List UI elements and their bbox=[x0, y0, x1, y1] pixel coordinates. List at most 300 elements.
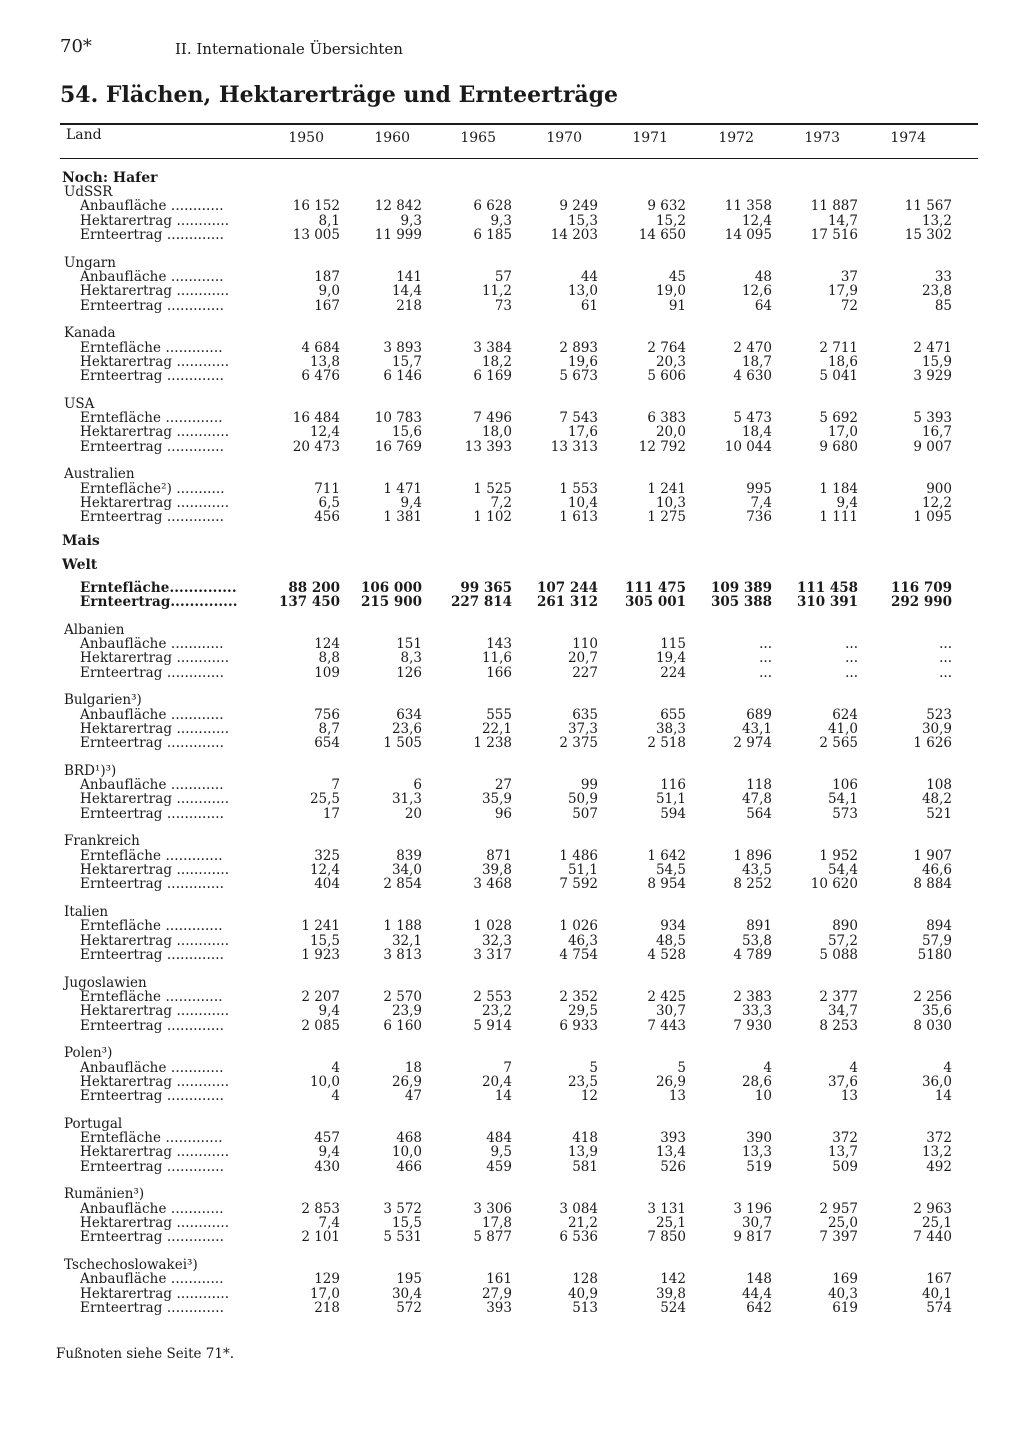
table-cell: 26,9 bbox=[655, 1073, 686, 1090]
row-label: Erntefläche ............. bbox=[80, 847, 223, 864]
table-cell: 109 bbox=[314, 664, 340, 681]
table-cell: 124 bbox=[314, 635, 340, 652]
table-cell: 30,7 bbox=[741, 1215, 772, 1231]
table-cell: 2 470 bbox=[733, 339, 772, 356]
table-cell: 25,1 bbox=[655, 1215, 686, 1231]
table-cell: 2 256 bbox=[913, 988, 952, 1005]
table-cell: 594 bbox=[660, 805, 686, 822]
row-label: Hektarertrag ............ bbox=[80, 424, 230, 441]
table-cell: 13,7 bbox=[827, 1144, 858, 1161]
table-cell: 37 bbox=[840, 268, 858, 285]
table-cell: 36,0 bbox=[921, 1073, 952, 1090]
table-cell: 32,1 bbox=[391, 932, 422, 949]
column-header-year: 1960 bbox=[374, 130, 410, 146]
table-cell: 6,5 bbox=[318, 495, 340, 511]
table-cell: 1 486 bbox=[559, 847, 598, 864]
table-cell: 4 528 bbox=[647, 946, 686, 963]
table-cell: 28,6 bbox=[741, 1073, 772, 1090]
row-label: Hektarertrag ............ bbox=[80, 791, 230, 808]
table-cell: 7 440 bbox=[913, 1229, 952, 1246]
table-cell: 3 131 bbox=[647, 1200, 686, 1217]
table-cell: 2 553 bbox=[473, 988, 512, 1005]
table-cell: 137 450 bbox=[278, 593, 340, 610]
table-cell: 12,6 bbox=[741, 283, 772, 300]
country-heading: Italien bbox=[64, 904, 109, 920]
country-heading: Bulgarien³) bbox=[64, 692, 142, 709]
table-cell: 23,9 bbox=[391, 1003, 422, 1020]
table-cell: 23,8 bbox=[921, 283, 952, 300]
table-cell: 5 393 bbox=[913, 410, 952, 427]
table-cell: 20 bbox=[404, 805, 422, 822]
table-cell: 9 632 bbox=[647, 198, 686, 215]
table-cell: 4 789 bbox=[733, 946, 772, 963]
table-cell: 1 111 bbox=[819, 509, 858, 526]
table-cell: 4 bbox=[331, 1088, 340, 1105]
table-cell: 4 bbox=[849, 1059, 858, 1076]
table-cell: 15,2 bbox=[655, 212, 686, 229]
running-title: II. Internationale Übersichten bbox=[175, 40, 403, 58]
table-cell: 16 152 bbox=[292, 198, 340, 215]
table-cell: 1 102 bbox=[473, 509, 512, 526]
table-cell: 215 900 bbox=[360, 593, 422, 610]
row-label: Anbaufläche ............ bbox=[80, 1200, 224, 1217]
table-cell: 27 bbox=[494, 777, 512, 794]
table-cell: 3 196 bbox=[733, 1200, 772, 1217]
table-cell: 1 188 bbox=[383, 918, 422, 935]
table-cell: 1 471 bbox=[383, 480, 422, 497]
table-cell: 17 516 bbox=[810, 226, 858, 243]
table-cell: 6 bbox=[413, 777, 422, 794]
table-cell: 9,5 bbox=[490, 1144, 512, 1161]
table-cell: 4 bbox=[331, 1059, 340, 1076]
table-cell: 6 536 bbox=[559, 1229, 598, 1246]
table-cell: 507 bbox=[572, 805, 598, 822]
table-cell: 5 bbox=[677, 1059, 686, 1076]
table-cell: 54,4 bbox=[827, 862, 858, 878]
table-cell: 41,0 bbox=[827, 720, 858, 737]
table-cell: 6 160 bbox=[383, 1017, 422, 1034]
table-cell: 5 877 bbox=[473, 1229, 512, 1246]
table-cell: 521 bbox=[926, 805, 952, 822]
table-cell: 34,7 bbox=[827, 1003, 858, 1020]
country-heading: Kanada bbox=[64, 325, 116, 342]
table-cell: 20 473 bbox=[292, 438, 340, 455]
table-cell: 573 bbox=[832, 805, 858, 822]
table-cell: 404 bbox=[314, 876, 340, 893]
row-label: Hektarertrag ............ bbox=[80, 495, 230, 511]
table-cell: 654 bbox=[314, 735, 340, 752]
table-cell: 574 bbox=[926, 1299, 952, 1316]
table-cell: 17,0 bbox=[827, 424, 858, 441]
table-cell: 3 893 bbox=[383, 339, 422, 356]
table-cell: 107 244 bbox=[536, 579, 598, 596]
table-cell: 572 bbox=[396, 1299, 422, 1316]
table-cell: 513 bbox=[572, 1299, 598, 1316]
country-heading: BRD¹)³) bbox=[64, 762, 117, 779]
table-cell: 509 bbox=[832, 1158, 858, 1175]
table-cell: 5 692 bbox=[819, 410, 858, 427]
row-label: Ernteertrag ............. bbox=[80, 1088, 225, 1105]
table-cell: 48,5 bbox=[655, 932, 686, 949]
table-cell: 15,5 bbox=[309, 932, 340, 949]
table-cell: 20,3 bbox=[655, 353, 686, 370]
table-cell: 32,3 bbox=[481, 932, 512, 949]
country-heading: Portugal bbox=[64, 1115, 123, 1132]
table-cell: 9 249 bbox=[559, 198, 598, 215]
table-cell: 634 bbox=[396, 706, 422, 723]
table-cell: 11,2 bbox=[481, 283, 512, 300]
row-label: Ernteertrag ............. bbox=[80, 1158, 225, 1175]
table-cell: 142 bbox=[660, 1271, 686, 1288]
table-cell: 17 bbox=[322, 805, 340, 822]
table-cell: 2 101 bbox=[301, 1229, 340, 1246]
table-cell: 1 626 bbox=[913, 735, 952, 752]
table-cell: 1 896 bbox=[733, 847, 772, 864]
table-cell: 1 923 bbox=[301, 946, 340, 963]
table-cell: 619 bbox=[832, 1299, 858, 1316]
table-cell: 40,9 bbox=[567, 1285, 598, 1302]
table-cell: 468 bbox=[396, 1130, 422, 1147]
table-cell: 9,3 bbox=[490, 212, 512, 229]
table-cell: 1 642 bbox=[647, 847, 686, 864]
table-cell: 4 630 bbox=[733, 368, 772, 385]
footnote: Fußnoten siehe Seite 71*. bbox=[56, 1346, 234, 1362]
row-label: Hektarertrag ............ bbox=[80, 1215, 230, 1231]
column-header-year: 1972 bbox=[718, 130, 754, 146]
table-cell: 30,9 bbox=[921, 720, 952, 737]
country-heading: USA bbox=[64, 395, 95, 412]
table-cell: ... bbox=[939, 635, 952, 652]
table-cell: 372 bbox=[832, 1130, 858, 1147]
table-cell: 9 007 bbox=[913, 438, 952, 455]
table-cell: 12 792 bbox=[638, 438, 686, 455]
table-cell: 39,8 bbox=[655, 1285, 686, 1302]
table-cell: 6 628 bbox=[473, 198, 512, 215]
table-cell: 8,7 bbox=[318, 720, 340, 737]
table-cell: 14 bbox=[934, 1088, 952, 1105]
table-cell: 7 592 bbox=[559, 876, 598, 893]
table-cell: ... bbox=[845, 664, 858, 681]
table-cell: 31,3 bbox=[391, 791, 422, 808]
table-cell: 18,0 bbox=[481, 424, 512, 441]
table-cell: 523 bbox=[926, 706, 952, 723]
table-cell: 26,9 bbox=[391, 1073, 422, 1090]
table-cell: 40,3 bbox=[827, 1285, 858, 1302]
table-cell: 48,2 bbox=[921, 791, 952, 808]
country-heading: Rumänien³) bbox=[64, 1186, 145, 1203]
table-cell: 91 bbox=[668, 297, 686, 314]
table-cell: 8 253 bbox=[819, 1017, 858, 1034]
table-cell: 61 bbox=[580, 297, 598, 314]
table-cell: 11 887 bbox=[810, 198, 858, 215]
table-cell: 9,4 bbox=[836, 495, 858, 511]
section-heading: Noch: Hafer bbox=[62, 170, 158, 186]
table-cell: 5 473 bbox=[733, 410, 772, 427]
table-cell: 14,7 bbox=[827, 212, 858, 229]
table-cell: 15,3 bbox=[567, 212, 598, 229]
row-label: Ernteertrag ............. bbox=[80, 1017, 225, 1034]
section-heading: Mais bbox=[62, 532, 100, 549]
table-cell: 492 bbox=[926, 1158, 952, 1175]
table-cell: 3 468 bbox=[473, 876, 512, 893]
table-cell: 46,3 bbox=[567, 932, 598, 949]
table-cell: 128 bbox=[572, 1271, 598, 1288]
table-cell: 37,3 bbox=[567, 720, 598, 737]
table-cell: 7,2 bbox=[490, 495, 512, 511]
table-cell: 1 613 bbox=[559, 509, 598, 526]
table-cell: 756 bbox=[314, 706, 340, 723]
table-cell: 519 bbox=[746, 1158, 772, 1175]
table-cell: 3 572 bbox=[383, 1200, 422, 1217]
table-cell: 118 bbox=[746, 777, 772, 794]
row-label: Erntefläche.............. bbox=[80, 579, 237, 596]
row-label: Hektarertrag ............ bbox=[80, 650, 230, 667]
table-cell: 459 bbox=[486, 1158, 512, 1175]
row-label: Hektarertrag ............ bbox=[80, 283, 230, 300]
column-header-year: 1965 bbox=[460, 130, 496, 146]
country-heading: Polen³) bbox=[64, 1045, 113, 1062]
table-cell: 19,6 bbox=[567, 353, 598, 370]
table-cell: 2 471 bbox=[913, 339, 952, 356]
table-cell: 430 bbox=[314, 1158, 340, 1175]
table-cell: 116 bbox=[660, 777, 686, 794]
table-cell: 17,9 bbox=[827, 283, 858, 300]
table-cell: 218 bbox=[396, 297, 422, 314]
table-cell: 2 853 bbox=[301, 1200, 340, 1217]
table-cell: 689 bbox=[746, 706, 772, 723]
row-label: Erntefläche ............. bbox=[80, 1130, 223, 1147]
row-label: Anbaufläche ............ bbox=[80, 635, 224, 652]
table-cell: 9 817 bbox=[733, 1229, 772, 1246]
table-cell: 16,7 bbox=[921, 424, 952, 441]
row-label: Ernteertrag ............. bbox=[80, 368, 225, 385]
row-label: Ernteertrag ............. bbox=[80, 226, 225, 243]
table-cell: 54,1 bbox=[827, 791, 858, 808]
table-cell: 1 028 bbox=[473, 918, 512, 935]
table-cell: 30,7 bbox=[655, 1003, 686, 1020]
table-cell: 227 814 bbox=[450, 593, 512, 610]
table-cell: 5180 bbox=[917, 946, 952, 963]
table-cell: 85 bbox=[934, 297, 952, 314]
table-cell: 10,0 bbox=[391, 1144, 422, 1161]
table-cell: 7,4 bbox=[318, 1215, 340, 1231]
table-cell: 227 bbox=[572, 664, 598, 681]
table-cell: 8,3 bbox=[400, 650, 422, 667]
table-cell: 2 518 bbox=[647, 735, 686, 752]
table-cell: ... bbox=[759, 635, 772, 652]
table-cell: 891 bbox=[746, 918, 772, 935]
column-header-land: Land bbox=[66, 127, 102, 143]
table-cell: 635 bbox=[572, 706, 598, 723]
table-cell: 106 000 bbox=[360, 579, 422, 596]
table-cell: 167 bbox=[314, 297, 340, 314]
table-cell: 126 bbox=[396, 664, 422, 681]
table-cell: 13,8 bbox=[309, 353, 340, 370]
table-cell: ... bbox=[939, 664, 952, 681]
table-cell: 10 620 bbox=[810, 876, 858, 893]
row-label: Erntefläche ............. bbox=[80, 988, 223, 1005]
table-cell: 129 bbox=[314, 1271, 340, 1288]
table-cell: 34,0 bbox=[391, 862, 422, 878]
table-cell: 72 bbox=[840, 297, 858, 314]
table-cell: 13,2 bbox=[921, 212, 952, 229]
table-cell: 7 496 bbox=[473, 410, 512, 427]
table-cell: 18,7 bbox=[741, 353, 772, 370]
table-cell: 99 bbox=[580, 777, 598, 794]
table-cell: 10,4 bbox=[567, 495, 598, 511]
table-cell: 30,4 bbox=[391, 1285, 422, 1302]
table-cell: 1 095 bbox=[913, 509, 952, 526]
table-cell: 736 bbox=[746, 509, 772, 526]
table-cell: 3 306 bbox=[473, 1200, 512, 1217]
table-cell: 13,3 bbox=[741, 1144, 772, 1161]
table-cell: 43,1 bbox=[741, 720, 772, 737]
table-cell: 14 bbox=[494, 1088, 512, 1105]
country-heading: Ungarn bbox=[64, 254, 116, 271]
table-cell: 166 bbox=[486, 664, 512, 681]
table-cell: 456 bbox=[314, 509, 340, 526]
table-cell: 10 783 bbox=[374, 410, 422, 427]
table-cell: 13 005 bbox=[292, 226, 340, 243]
table-cell: 2 383 bbox=[733, 988, 772, 1005]
country-heading: UdSSR bbox=[64, 184, 113, 200]
table-cell: 2 207 bbox=[301, 988, 340, 1005]
country-heading: Frankreich bbox=[64, 833, 140, 850]
table-cell: 44,4 bbox=[741, 1285, 772, 1302]
table-cell: 3 084 bbox=[559, 1200, 598, 1217]
table-cell: 108 bbox=[926, 777, 952, 794]
table-cell: 7 bbox=[331, 777, 340, 794]
table-cell: 524 bbox=[660, 1299, 686, 1316]
table-cell: 900 bbox=[926, 480, 952, 497]
table-cell: 20,7 bbox=[567, 650, 598, 667]
table-cell: 2 711 bbox=[819, 339, 858, 356]
table-cell: 484 bbox=[486, 1130, 512, 1147]
table-cell: 9,4 bbox=[318, 1003, 340, 1020]
table-cell: 372 bbox=[926, 1130, 952, 1147]
table-cell: 4 bbox=[763, 1059, 772, 1076]
table-cell: 7 850 bbox=[647, 1229, 686, 1246]
table-cell: 4 bbox=[943, 1059, 952, 1076]
table-cell: 8 252 bbox=[733, 876, 772, 893]
table-cell: 1 026 bbox=[559, 918, 598, 935]
row-label: Ernteertrag ............. bbox=[80, 1299, 225, 1316]
table-cell: 148 bbox=[746, 1271, 772, 1288]
table-cell: 53,8 bbox=[741, 932, 772, 949]
country-heading: Albanien bbox=[64, 621, 125, 638]
table-cell: 11,6 bbox=[481, 650, 512, 667]
table-cell: 17,0 bbox=[309, 1285, 340, 1302]
table-cell: 18,2 bbox=[481, 353, 512, 370]
row-label: Hektarertrag ............ bbox=[80, 862, 230, 878]
table-cell: 4 684 bbox=[301, 339, 340, 356]
table-cell: 581 bbox=[572, 1158, 598, 1175]
row-label: Anbaufläche ............ bbox=[80, 198, 224, 215]
table-cell: 23,5 bbox=[567, 1073, 598, 1090]
table-cell: 50,9 bbox=[567, 791, 598, 808]
table-cell: 57 bbox=[494, 268, 512, 285]
column-header-year: 1970 bbox=[546, 130, 582, 146]
table-cell: 13,9 bbox=[567, 1144, 598, 1161]
table-cell: 12,2 bbox=[921, 495, 952, 511]
table-cell: 6 476 bbox=[301, 368, 340, 385]
table-cell: 35,9 bbox=[481, 791, 512, 808]
table-cell: 20,0 bbox=[655, 424, 686, 441]
table-cell: 12,4 bbox=[309, 862, 340, 878]
table-cell: 642 bbox=[746, 1299, 772, 1316]
table-cell: 111 458 bbox=[796, 579, 858, 596]
table-cell: 3 929 bbox=[913, 368, 952, 385]
table-cell: 96 bbox=[494, 805, 512, 822]
table-cell: 393 bbox=[486, 1299, 512, 1316]
table-cell: 5 041 bbox=[819, 368, 858, 385]
table-cell: 25,0 bbox=[827, 1215, 858, 1231]
table-cell: 110 bbox=[572, 635, 598, 652]
row-label: Ernteertrag ............. bbox=[80, 664, 225, 681]
table-cell: ... bbox=[759, 650, 772, 667]
table-cell: 4 754 bbox=[559, 946, 598, 963]
table-cell: 169 bbox=[832, 1271, 858, 1288]
table-cell: 995 bbox=[746, 480, 772, 497]
table-cell: 141 bbox=[396, 268, 422, 285]
table-cell: 15,7 bbox=[391, 353, 422, 370]
table-cell: 305 001 bbox=[624, 593, 686, 610]
table-cell: 51,1 bbox=[655, 791, 686, 808]
table-cell: 35,6 bbox=[921, 1003, 952, 1020]
table-cell: 2 570 bbox=[383, 988, 422, 1005]
table-cell: 47 bbox=[404, 1088, 422, 1105]
table-cell: 17,8 bbox=[481, 1215, 512, 1231]
table-cell: 29,5 bbox=[567, 1003, 598, 1020]
table-cell: 5 914 bbox=[473, 1017, 512, 1034]
column-header-year: 1950 bbox=[288, 130, 324, 146]
table-cell: 5 673 bbox=[559, 368, 598, 385]
table-cell: 564 bbox=[746, 805, 772, 822]
table-cell: 310 391 bbox=[796, 593, 858, 610]
table-cell: 1 525 bbox=[473, 480, 512, 497]
table-cell: 1 238 bbox=[473, 735, 512, 752]
table-cell: 15 302 bbox=[904, 226, 952, 243]
table-cell: 43,5 bbox=[741, 862, 772, 878]
table-cell: 99 365 bbox=[460, 579, 512, 596]
table-cell: 6 383 bbox=[647, 410, 686, 427]
table-cell: 88 200 bbox=[288, 579, 340, 596]
table-cell: 1 275 bbox=[647, 509, 686, 526]
row-label: Ernteertrag ............. bbox=[80, 509, 225, 526]
table-title: 54. Flächen, Hektarerträge und Ernteerträge bbox=[60, 82, 619, 108]
table-cell: 894 bbox=[926, 918, 952, 935]
table-cell: 5 bbox=[589, 1059, 598, 1076]
table-cell: 14 203 bbox=[550, 226, 598, 243]
table-cell: 57,2 bbox=[827, 932, 858, 949]
table-cell: 218 bbox=[314, 1299, 340, 1316]
table-cell: 934 bbox=[660, 918, 686, 935]
row-label: Hektarertrag ............ bbox=[80, 1144, 230, 1161]
table-cell: 2 854 bbox=[383, 876, 422, 893]
table-cell: 10 bbox=[754, 1088, 772, 1105]
row-label: Hektarertrag ............ bbox=[80, 1073, 230, 1090]
table-cell: 15,6 bbox=[391, 424, 422, 441]
table-cell: 11 358 bbox=[724, 198, 772, 215]
table-cell: 12 842 bbox=[374, 198, 422, 215]
table-cell: 9,0 bbox=[318, 283, 340, 300]
table-cell: 871 bbox=[486, 847, 512, 864]
table-cell: 1 241 bbox=[301, 918, 340, 935]
table-cell: 13 313 bbox=[550, 438, 598, 455]
table-cell: 9,4 bbox=[400, 495, 422, 511]
table-cell: 7 930 bbox=[733, 1017, 772, 1034]
row-label: Anbaufläche ............ bbox=[80, 1271, 224, 1288]
